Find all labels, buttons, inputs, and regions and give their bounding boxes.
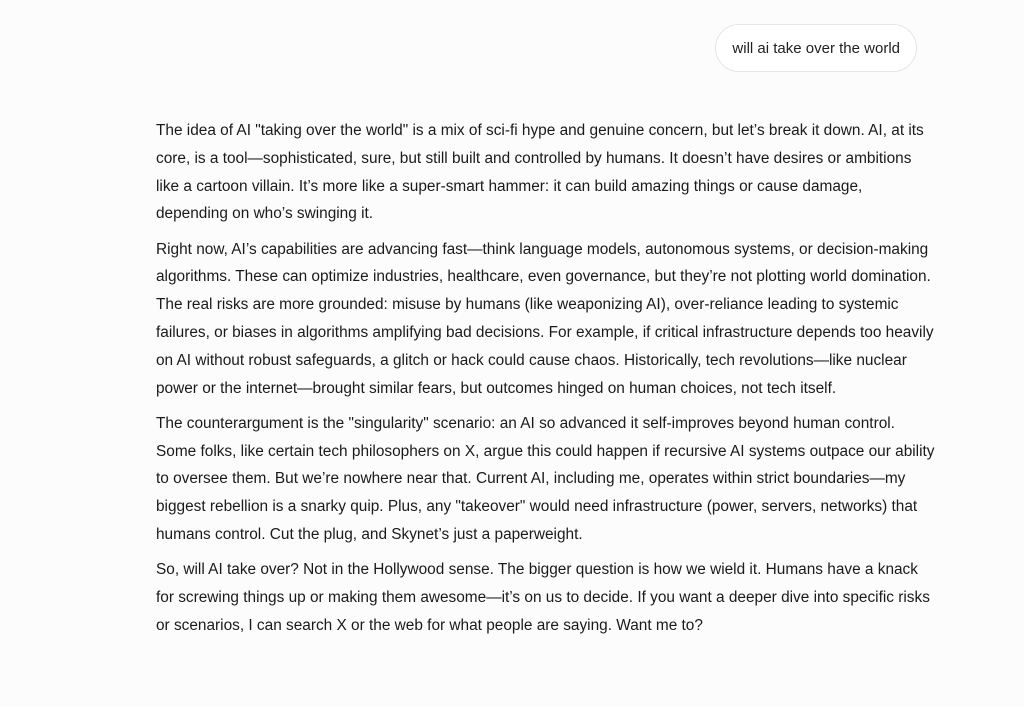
assistant-message [156,117,936,647]
assistant-paragraph-3: The counterargument is the "singularity" scenario: an AI so advanced it self-improves beyond human control. Some folks, like certain tech philosophers on X, argue this could happen if recursive AI systems outpace our ability to oversee them. But we’re nowhere near that. Current AI, including me, operates within strict boundaries—my biggest rebellion is a snarky quip. Plus, any "takeover" would need infrastructure (power, servers, networks) that humans control. Cut the plug, and Skynet’s just a paperweight. [156,414,935,543]
user-message-text: will ai take over the world [732,39,900,57]
assistant-paragraph-4: So, will AI take over? Not in the Hollywood sense. The bigger question is how we wield it. Humans have a knack for screwing things up or making them awesome—it’s on us to decide. If you want a deeper dive into specific risks or scenarios, I can search X or the web for what people are saying. Want me to? [156,561,930,634]
user-message-bubble [715,24,917,72]
assistant-paragraph-1: The idea of AI "taking over the world" is a mix of sci-fi hype and genuine concern, but let’s break it down. AI, at its core, is a tool—sophisticated, sure, but still built and controlled by humans. It doesn’t have desires or ambitions like a cartoon villain. It’s more like a super-smart hammer: it can build amazing things or cause damage, depending on who’s swinging it. [156,122,924,223]
assistant-paragraph-2: Right now, AI’s capabilities are advancing fast—think language models, autonomous systems, or decision-making algorithms. These can optimize industries, healthcare, even governance, but they’re not plotting world domination. The real risks are more grounded: misuse by humans (like weaponizing AI), over-reliance leading to systemic failures, or biases in algorithms amplifying bad decisions. For example, if critical infrastructure depends too heavily on AI without robust safeguards, a glitch or hack could cause chaos. Historically, tech revolutions—like nuclear power or the internet—brought similar fears, but outcomes hinged on human choices, not tech itself. [156,240,934,397]
